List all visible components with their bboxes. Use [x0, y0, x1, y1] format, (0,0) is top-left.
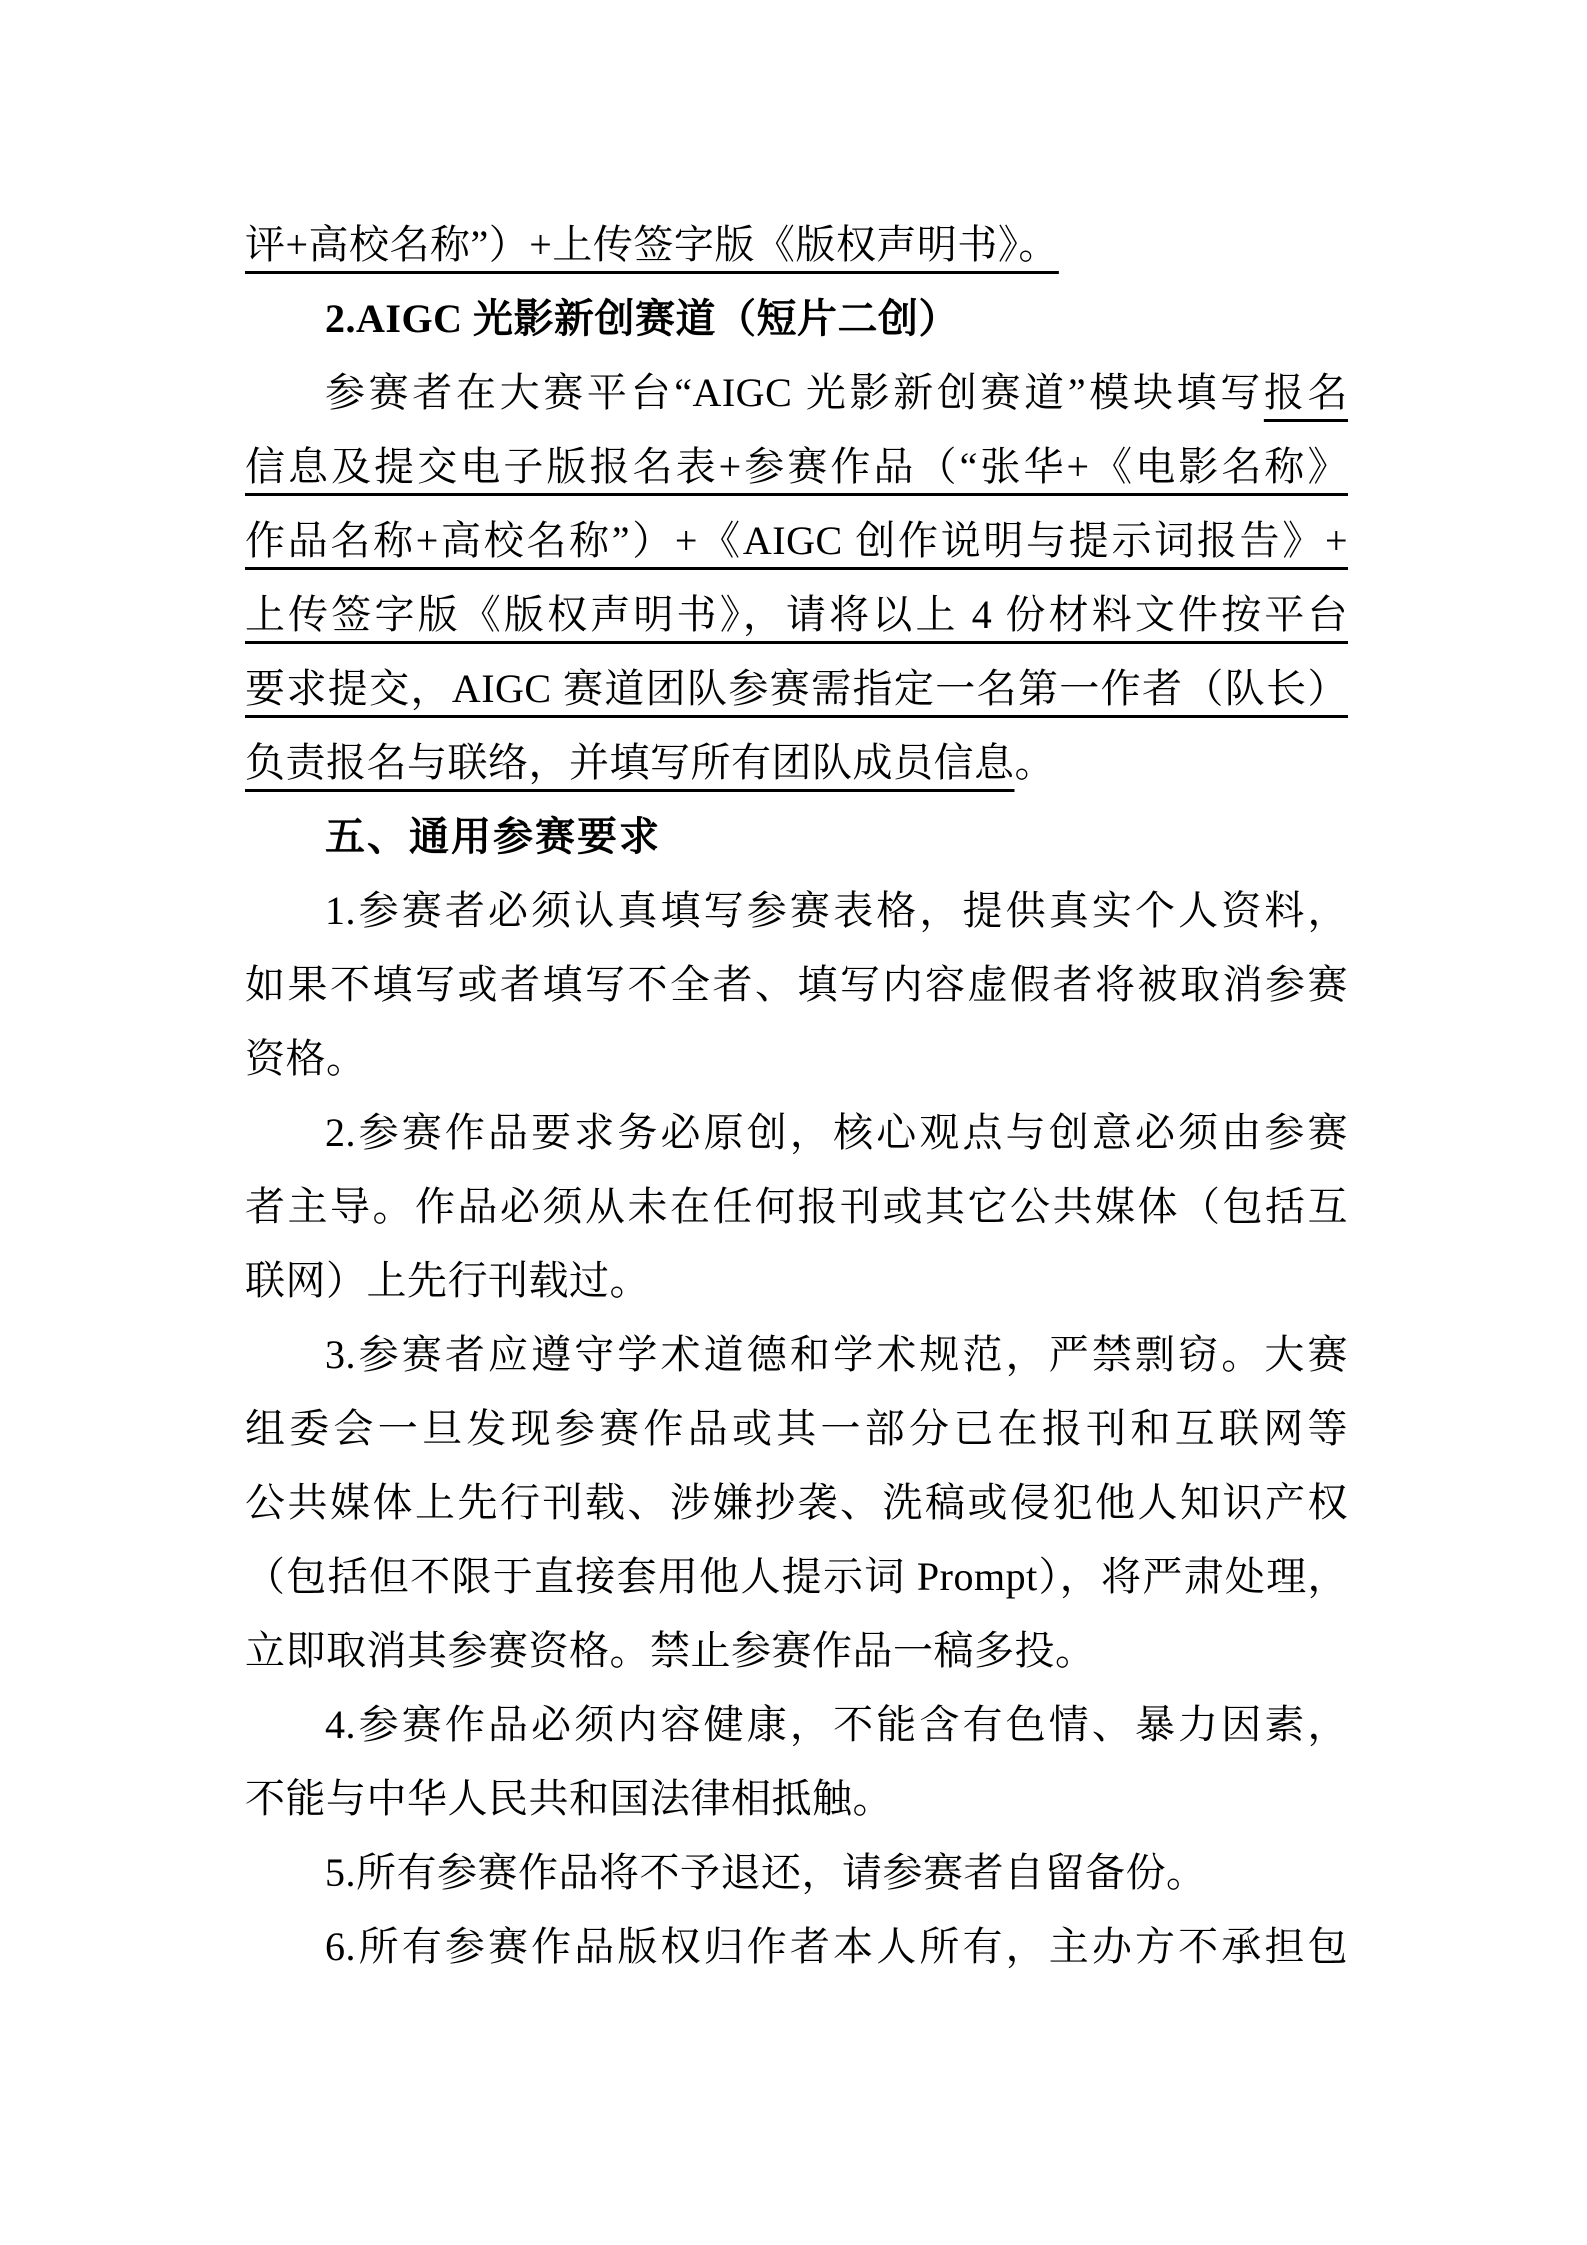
underlined-text-segment: 报名 — [1263, 370, 1349, 415]
text-line — [245, 1614, 1348, 1688]
underlined-text-segment: 上传签字版《版权声明书》，请将以上 4 份材料文件按平台 — [245, 592, 1348, 637]
text-segment: 2.AIGC 光影新创赛道（短片二创） — [325, 296, 959, 341]
text-segment: 如果不填写或者填写不全者、填写内容虚假者将被取消参赛 — [245, 962, 1348, 1007]
underlined-text-segment: 负责报名与联络，并填写所有团队成员信息 — [245, 740, 1015, 785]
text-segment: 资格。 — [245, 1036, 367, 1081]
text-line — [245, 208, 1348, 282]
underlined-text-segment: 要求提交，AIGC 赛道团队参赛需指定一名第一作者（队长） — [245, 666, 1348, 711]
underlined-text-segment: 作品名称+高校名称”）+《AIGC 创作说明与提示词报告》+ — [245, 518, 1348, 563]
text-line — [245, 948, 1348, 1022]
text-segment: 1.参赛者必须认真填写参赛表格，提供真实个人资料， — [325, 888, 1348, 933]
text-line — [245, 504, 1348, 578]
text-block — [245, 208, 1348, 1984]
text-segment: 6.所有参赛作品版权归作者本人所有，主办方不承担包 — [325, 1924, 1348, 1969]
text-segment: （包括但不限于直接套用他人提示词 Prompt），将严肃处理， — [245, 1554, 1348, 1599]
text-segment: 3.参赛者应遵守学术道德和学术规范，严禁剽窃。大赛 — [325, 1332, 1348, 1377]
text-line — [245, 1836, 1348, 1910]
text-line — [245, 430, 1348, 504]
text-line — [245, 578, 1348, 652]
text-line — [245, 1170, 1348, 1244]
text-segment: 五、通用参赛要求 — [325, 815, 661, 859]
text-line — [245, 1762, 1348, 1836]
text-segment: 参赛者在大赛平台“AIGC 光影新创赛道”模块填写 — [325, 370, 1264, 415]
text-line — [245, 652, 1348, 726]
text-line — [245, 356, 1348, 430]
text-segment: 者主导。作品必须从未在任何报刊或其它公共媒体（包括互 — [245, 1184, 1348, 1229]
underlined-text-segment: 信息及提交电子版报名表+参赛作品（“张华+《电影名称》 — [245, 444, 1348, 489]
text-line — [245, 1244, 1348, 1318]
text-line — [245, 1318, 1348, 1392]
text-line — [245, 1688, 1348, 1762]
text-line — [245, 874, 1348, 948]
text-segment: 联网）上先行刊载过。 — [245, 1258, 650, 1303]
text-line — [245, 1910, 1348, 1984]
text-segment: 不能与中华人民共和国法律相抵触。 — [245, 1776, 893, 1821]
text-line — [245, 282, 1348, 356]
text-line — [245, 1392, 1348, 1466]
text-segment: 公共媒体上先行刊载、涉嫌抄袭、洗稿或侵犯他人知识产权 — [245, 1480, 1348, 1525]
text-line — [245, 1096, 1348, 1170]
text-line — [245, 1540, 1348, 1614]
text-line — [245, 800, 1348, 874]
text-segment: 立即取消其参赛资格。禁止参赛作品一稿多投。 — [245, 1628, 1096, 1673]
text-line — [245, 726, 1348, 800]
text-segment: 。 — [1014, 740, 1055, 785]
text-segment: 5.所有参赛作品将不予退还，请参赛者自留备份。 — [325, 1850, 1207, 1895]
underlined-text-segment: 评+高校名称”）+上传签字版《版权声明书》。 — [245, 222, 1059, 267]
text-segment: 2.参赛作品要求务必原创，核心观点与创意必须由参赛 — [325, 1110, 1348, 1155]
text-segment: 4.参赛作品必须内容健康，不能含有色情、暴力因素， — [325, 1702, 1348, 1747]
text-line — [245, 1022, 1348, 1096]
text-segment: 组委会一旦发现参赛作品或其一部分已在报刊和互联网等 — [245, 1406, 1348, 1451]
text-line — [245, 1466, 1348, 1540]
